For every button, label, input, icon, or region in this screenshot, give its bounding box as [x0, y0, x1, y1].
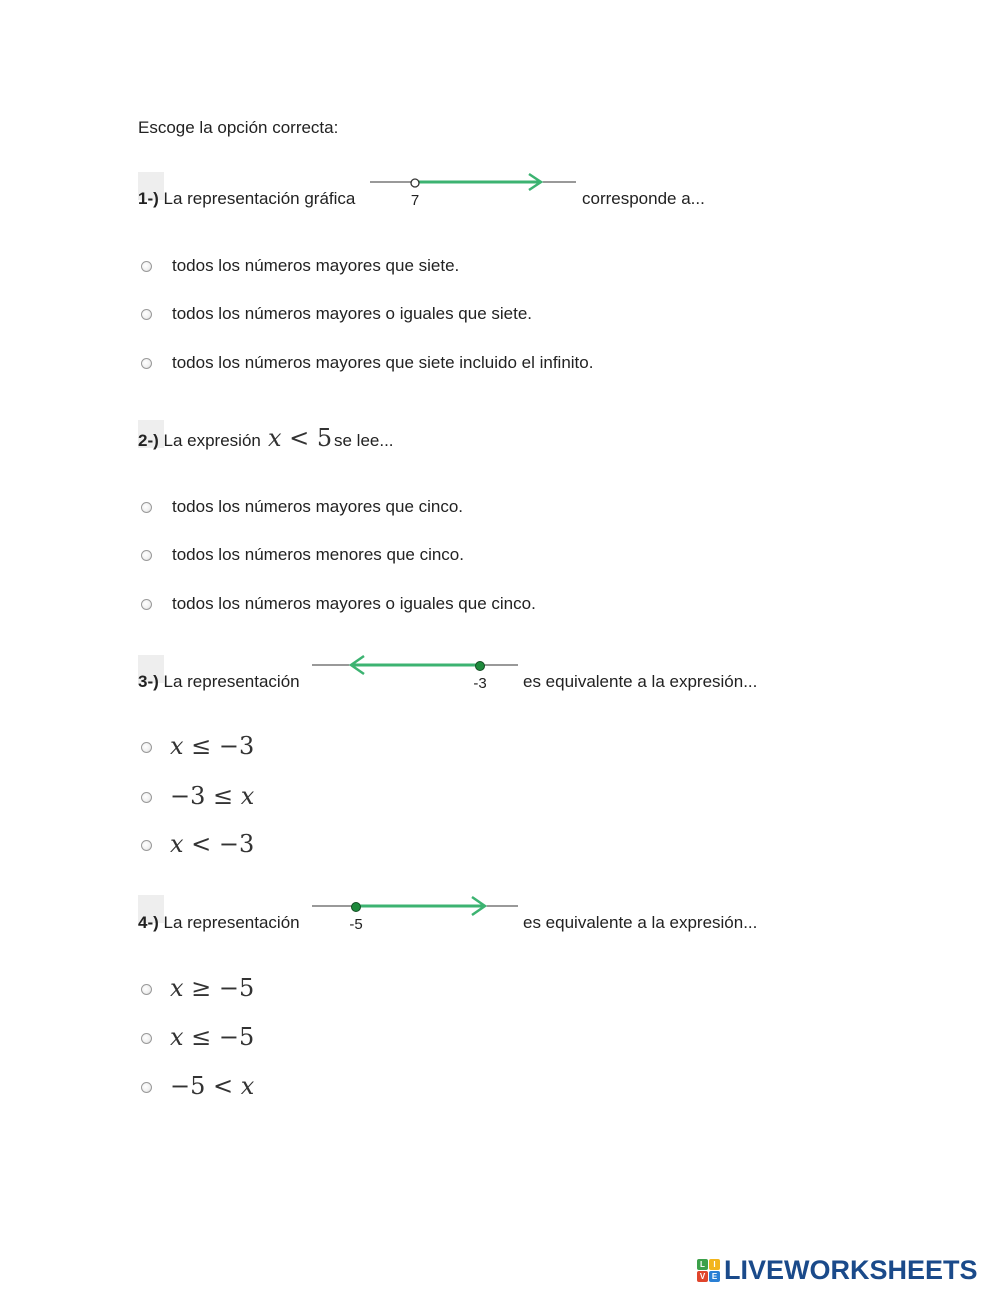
expr-part-a: x	[170, 974, 184, 1002]
number-line-label: -3	[473, 675, 487, 692]
q2-option-3-radio[interactable]	[141, 599, 152, 610]
question-1-stem	[138, 189, 355, 209]
q3-option-1-expression	[170, 732, 254, 760]
q4-option-2-expression	[170, 1023, 254, 1051]
q4-option-3-expression	[170, 1072, 254, 1100]
question-3-stem	[138, 672, 300, 692]
question-4-text-after: es equivalente a la expresión...	[523, 913, 758, 932]
closed-endpoint	[352, 903, 361, 912]
q4-option-2-radio[interactable]	[141, 1033, 152, 1044]
q3-option-3-radio[interactable]	[141, 840, 152, 851]
expr-part-b: x	[240, 782, 255, 810]
expression-relation: < 5	[281, 424, 333, 452]
q2-option-1-label: todos los números mayores que cinco.	[172, 497, 464, 516]
question-1-number-line	[368, 170, 580, 210]
question-4-stem	[138, 913, 300, 933]
expression-variable: x	[268, 424, 282, 452]
question-4-number-line	[310, 893, 522, 935]
question-4-number: 4-)	[138, 913, 159, 932]
expr-part-b: < −3	[183, 830, 255, 858]
question-1-text-before: La representación gráfica	[163, 189, 356, 208]
expr-part-a: x	[170, 830, 184, 858]
expr-part-b: x	[240, 1072, 255, 1100]
number-line-label: 7	[410, 192, 420, 209]
question-4-text-before: La representación	[163, 913, 300, 932]
logo-text: LIVEWORKSHEETS	[724, 1254, 978, 1285]
question-2-expression	[268, 424, 332, 452]
expr-part-a: x	[170, 732, 184, 760]
q1-option-1-label: todos los números mayores que siete.	[172, 256, 460, 275]
expr-part-a: −3 ≤	[170, 782, 241, 810]
question-2-number: 2-)	[138, 431, 159, 450]
q4-option-3-radio[interactable]	[141, 1082, 152, 1093]
q1-option-1-radio[interactable]	[141, 261, 152, 272]
q3-option-2-expression	[170, 782, 254, 810]
question-1-text-after: corresponde a...	[582, 189, 705, 208]
logo-block: E	[709, 1271, 720, 1282]
q4-option-1-radio[interactable]	[141, 984, 152, 995]
closed-endpoint	[476, 662, 485, 671]
question-3-text-after: es equivalente a la expresión...	[523, 672, 758, 691]
q1-option-2-label: todos los números mayores o iguales que siete.	[172, 304, 533, 323]
question-1-number: 1-)	[138, 189, 159, 208]
q1-option-3-label: todos los números mayores que siete incluido el infinito.	[172, 353, 594, 372]
liveworksheets-logo	[697, 1255, 978, 1285]
question-3-number-line	[310, 652, 522, 694]
q3-option-2-radio[interactable]	[141, 792, 152, 803]
q1-option-2-radio[interactable]	[141, 309, 152, 320]
q3-option-3-expression	[170, 830, 254, 858]
logo-block: V	[697, 1271, 708, 1282]
question-3-text-before: La representación	[163, 672, 300, 691]
q2-option-2-radio[interactable]	[141, 550, 152, 561]
instruction: Escoge la opción correcta:	[138, 118, 339, 137]
expr-part-b: ≤ −3	[183, 732, 255, 760]
q2-option-1-radio[interactable]	[141, 502, 152, 513]
question-3-number: 3-)	[138, 672, 159, 691]
expr-part-b: ≤ −5	[183, 1023, 255, 1051]
q3-option-1-radio[interactable]	[141, 742, 152, 753]
question-2-text-before: La expresión	[163, 431, 261, 450]
q2-option-2-label: todos los números menores que cinco.	[172, 545, 464, 564]
logo-block: L	[697, 1259, 708, 1270]
q2-option-3-label: todos los números mayores o iguales que cinco.	[172, 594, 536, 613]
number-line-label: -5	[349, 916, 363, 933]
q1-option-3-radio[interactable]	[141, 358, 152, 369]
q4-option-1-expression	[170, 974, 254, 1002]
expr-part-b: ≥ −5	[183, 974, 255, 1002]
logo-blocks-icon	[697, 1259, 720, 1282]
open-endpoint	[411, 179, 419, 187]
question-2-stem	[138, 431, 261, 451]
expr-part-a: −5 <	[170, 1072, 241, 1100]
question-2-text-after: se lee...	[334, 431, 394, 450]
expr-part-a: x	[170, 1023, 184, 1051]
logo-block: I	[709, 1259, 720, 1270]
